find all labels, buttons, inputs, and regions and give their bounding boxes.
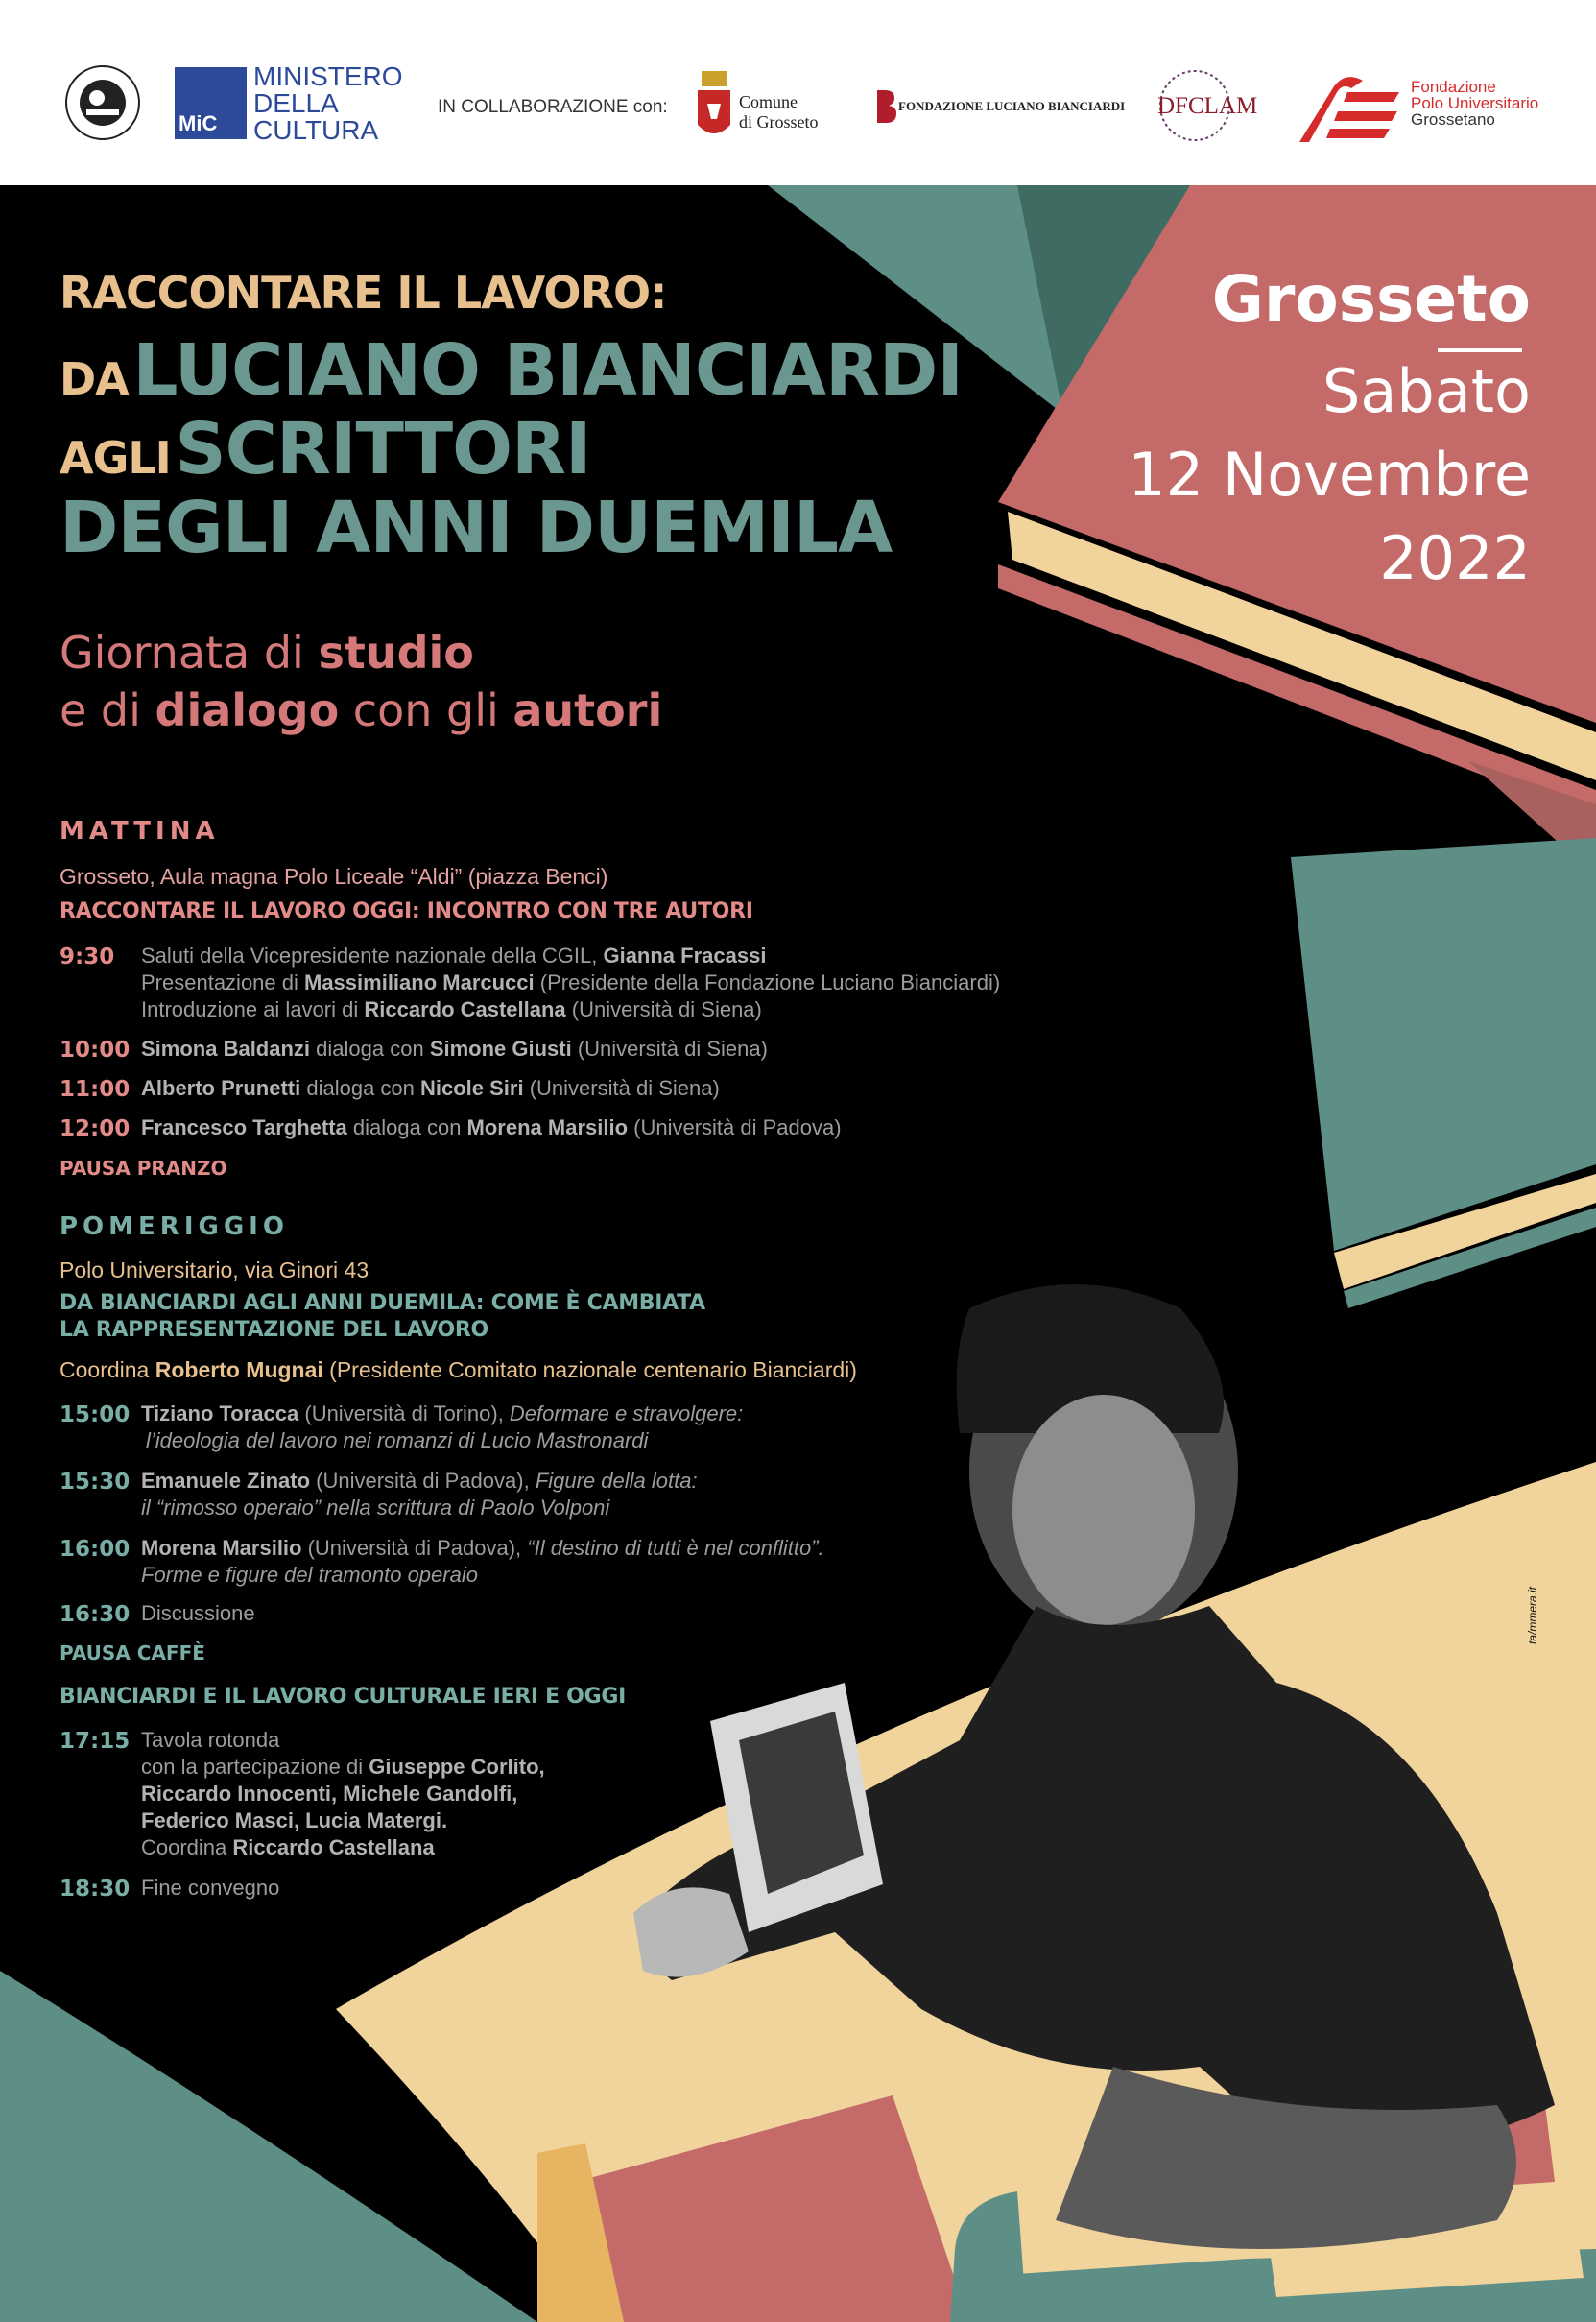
poster <box>0 185 1596 2322</box>
logo-bar <box>0 0 1596 185</box>
time-1000: 10:00 <box>60 1038 131 1063</box>
programme-line: il “rimosso operaio” nella scrittura di Paolo Volponi <box>141 1496 610 1520</box>
programme-line: Coordina Riccardo Castellana <box>141 1835 435 1859</box>
afternoon-session-title-2: LA RAPPRESENTAZIONE DEL LAVORO <box>60 1318 488 1342</box>
time-1200: 12:00 <box>60 1116 131 1141</box>
grosseto-label: di Grosseto <box>739 112 819 132</box>
della-label: DELLA <box>253 88 339 118</box>
morning-label: MATTINA <box>60 817 220 846</box>
event-city: Grosseto <box>1211 262 1531 336</box>
mic-logo-icon: MiC <box>175 67 247 139</box>
title-line-3: AGLI SCRITTORI <box>60 408 591 491</box>
bianciardi-b-icon <box>873 88 898 125</box>
programme-line: Saluti della Vicepresidente nazionale della CGIL, Gianna Fracassi <box>141 944 767 968</box>
programme-line: Alberto Prunetti dialoga con Nicole Siri (Università di Siena) <box>141 1076 720 1100</box>
fondazione-bianciardi-label: FONDAZIONE LUCIANO BIANCIARDI <box>898 99 1126 113</box>
programme-line: Tiziano Toracca (Università di Torino), Deformare e stravolgere: <box>141 1401 744 1425</box>
afternoon-session-title-1: DA BIANCIARDI AGLI ANNI DUEMILA: COME È CAMBIATA <box>60 1291 705 1315</box>
subtitle-line-2: e di dialogo con gli autori <box>60 684 663 736</box>
title-line-4: DEGLI ANNI DUEMILA <box>60 487 893 569</box>
polo-grossetano-label: Grossetano <box>1411 110 1495 129</box>
cultura-label: CULTURA <box>253 115 379 145</box>
programme-line: Federico Masci, Lucia Matergi. <box>141 1808 448 1832</box>
time-1715: 17:15 <box>60 1729 131 1754</box>
polo-universitario-logo-icon <box>1296 69 1401 146</box>
programme-line: Simona Baldanzi dialoga con Simone Giusti (Università di Siena) <box>141 1037 768 1061</box>
time-1500: 15:00 <box>60 1402 131 1427</box>
time-1600: 16:00 <box>60 1537 131 1562</box>
title-line-1: RACCONTARE IL LAVORO: <box>60 267 667 319</box>
afternoon-coordinator: Coordina Roberto Mugnai (Presidente Comitato nazionale centenario Bianciardi) <box>60 1357 857 1382</box>
time-1530: 15:30 <box>60 1470 131 1495</box>
programme-line: Forme e figure del tramonto operaio <box>141 1563 478 1587</box>
programme-line: Emanuele Zinato (Università di Padova), Figure della lotta: <box>141 1469 698 1493</box>
programme-line: Morena Marsilio (Università di Padova), “Il destino di tutti è nel conflitto”. <box>141 1536 824 1560</box>
programme-line: Discussione <box>141 1601 255 1625</box>
polo-fondazione-label: Fondazione <box>1411 78 1496 96</box>
event-day: Sabato <box>1322 356 1531 426</box>
afternoon-label: POMERIGGIO <box>60 1212 289 1241</box>
city-underline <box>1438 348 1522 352</box>
ministero-label: MINISTERO <box>253 61 403 91</box>
programme-line: Tavola rotonda <box>141 1728 280 1752</box>
event-year: 2022 <box>1379 523 1531 593</box>
time-1630: 16:30 <box>60 1602 131 1627</box>
event-date: 12 Novembre <box>1128 440 1531 510</box>
programme-line: con la partecipazione di Giuseppe Corlito, <box>141 1755 545 1779</box>
subtitle-line-1: Giornata di studio <box>60 627 474 679</box>
coffee-break: PAUSA CAFFÈ <box>60 1641 205 1664</box>
time-1830: 18:30 <box>60 1877 131 1902</box>
title-line-2: DA LUCIANO BIANCIARDI <box>60 329 963 412</box>
comune-label: Comune <box>739 92 798 111</box>
programme-line: Introduzione ai lavori di Riccardo Castellana (Università di Siena) <box>141 997 762 1021</box>
afternoon-venue: Polo Universitario, via Ginori 43 <box>60 1257 369 1282</box>
time-1100: 11:00 <box>60 1077 131 1102</box>
dfclam-label: DFCLAM <box>1157 93 1258 119</box>
programme-line: Riccardo Innocenti, Michele Gandolfi, <box>141 1782 518 1806</box>
programme-line: Francesco Targhetta dialoga con Morena Marsilio (Università di Padova) <box>141 1115 842 1139</box>
designer-credit: ta/mmera.it <box>1526 1586 1539 1644</box>
polo-universitario-label: Polo Universitario <box>1411 94 1539 112</box>
lunch-break: PAUSA PRANZO <box>60 1157 227 1180</box>
centenary-logo-icon <box>63 63 142 142</box>
programme-line: Presentazione di Massimiliano Marcucci (Presidente della Fondazione Luciano Bianciardi) <box>141 970 1001 994</box>
roundtable-session-title: BIANCIARDI E IL LAVORO CULTURALE IERI E OGGI <box>60 1685 626 1709</box>
morning-session-title: RACCONTARE IL LAVORO OGGI: INCONTRO CON TRE AUTORI <box>60 899 753 923</box>
grosseto-crest-icon <box>696 69 732 142</box>
programme-line: l’ideologia del lavoro nei romanzi di Lucio Mastronardi <box>146 1428 649 1452</box>
time-0930: 9:30 <box>60 945 115 969</box>
programme-line: Fine convegno <box>141 1876 280 1900</box>
collaboration-label: IN COLLABORAZIONE con: <box>438 97 668 117</box>
morning-venue: Grosseto, Aula magna Polo Liceale “Aldi” (piazza Benci) <box>60 864 608 889</box>
